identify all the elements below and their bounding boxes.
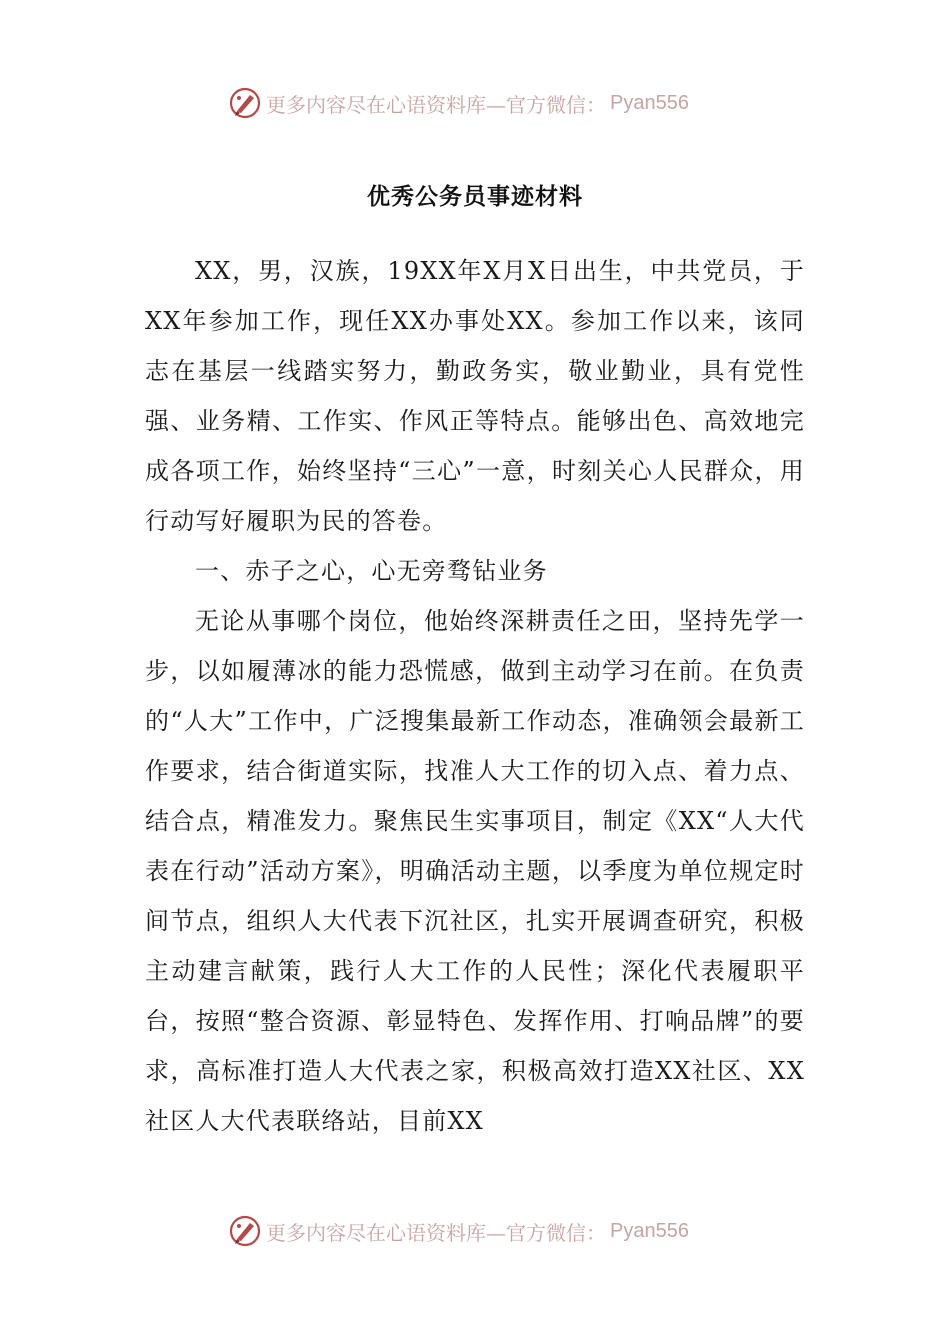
header-watermark-banner: [228, 83, 748, 123]
footer-wechat-id: Pyan556: [610, 1219, 689, 1242]
section-heading-1: 一、赤子之心，心无旁骛钻业务: [195, 557, 548, 585]
section-1-paragraph: 无论从事哪个岗位，他始终深耕责任之田，坚持先学一步，以如履薄冰的能力恐慌感，做到主动学习在前。在负责的“人大”工作中，广泛搜集最新工作动态，准确领会最新工作要求，结合街道实际，找准人大工作的切入点、着力点、结合点，精准发力。聚焦民生实事项目，制定《XX“人大代表在行动”活动方案》，明确活动主题，以季度为单位规定时间节点，组织人大代表下沉社区，扎实开展调查研究，积极主动建言献策，践行人大工作的人民性；深化代表履职平台，按照“整合资源、彰显特色、发挥作用、打响品牌”的要求，高标准打造人大代表之家，积极高效打造XX社区、XX社区人大代表联络站，目前XX: [145, 607, 805, 1135]
footer-banner-text: 更多内容尽在心语资料库—官方微信：: [266, 1220, 606, 1245]
intro-paragraph: XX，男，汉族，19XX年X月X日出生，中共党员，于XX年参加工作，现任XX办事处XX。参加工作以来，该同志在基层一线踏实努力，勤政务实，敬业勤业，具有党性强、业务精、工作实、作风正等特点。能够出色、高效地完成各项工作，始终坚持“三心”一意，时刻关心人民群众，用行动写好履职为民的答卷。: [145, 257, 805, 535]
footer-watermark-banner: [228, 1211, 748, 1251]
header-wechat-id: Pyan556: [610, 91, 689, 114]
pen-circle-logo-icon: [228, 1214, 262, 1248]
pen-circle-logo-icon: [228, 86, 262, 120]
header-banner-text: 更多内容尽在心语资料库—官方微信：: [266, 92, 606, 117]
document-title: 优秀公务员事迹材料: [367, 184, 583, 210]
document-body: [145, 246, 805, 1146]
